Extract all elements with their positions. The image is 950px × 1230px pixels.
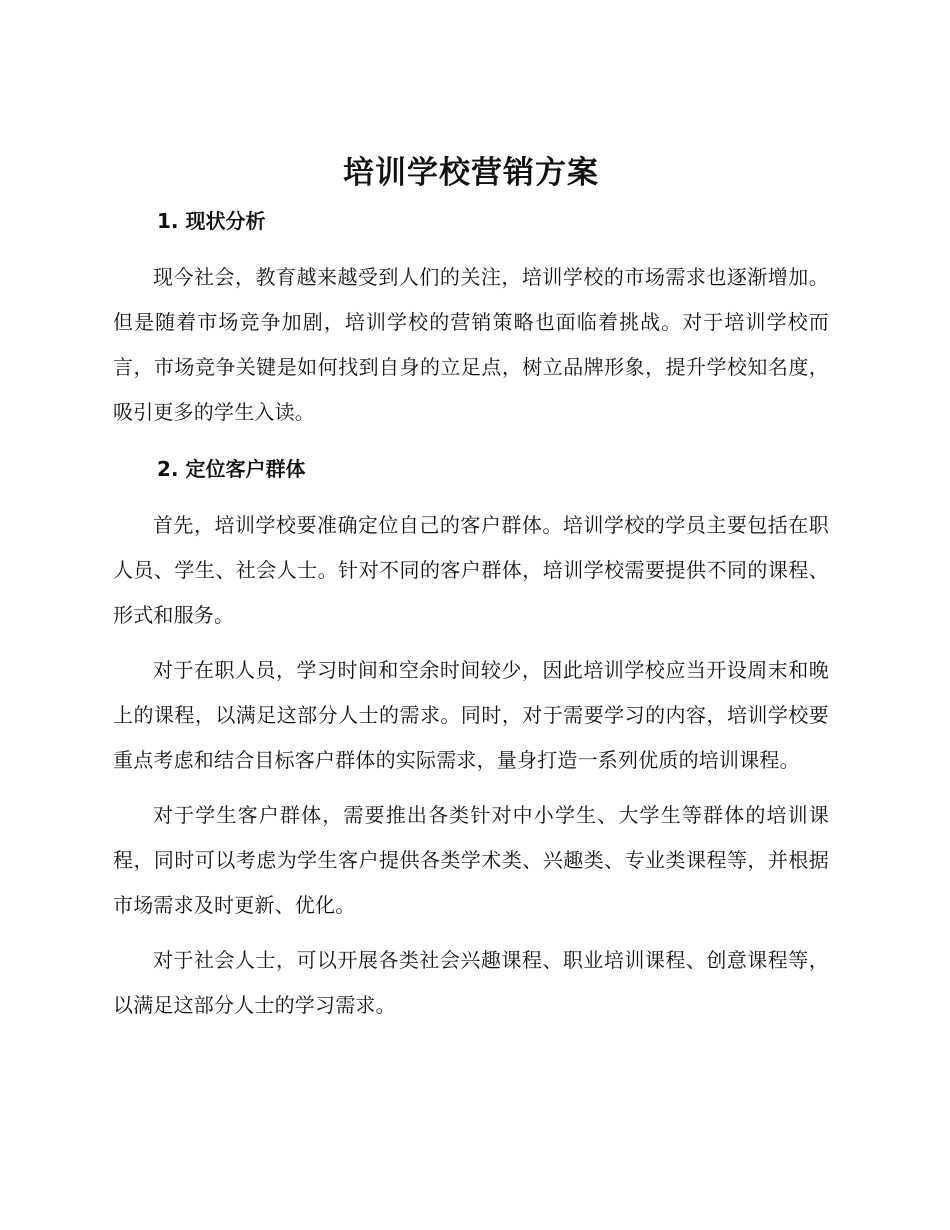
document-title: 培训学校营销方案 bbox=[343, 155, 599, 191]
spacer bbox=[113, 783, 829, 793]
paragraph-working-professionals: 对于在职人员，学习时间和空余时间较少，因此培训学校应当开设周末和晚上的课程，以满足这部分人士的需求。同时，对于需要学习的内容，培训学校要重点考虑和结合目标客户群体的实际需求，量身打造一系列优质的培训课程。 bbox=[113, 658, 829, 772]
section-heading-status: 1. 现状分析 bbox=[157, 209, 266, 233]
paragraph-students: 对于学生客户群体，需要推出各类针对中小学生、大学生等群体的培训课程，同时可以考虑为学生客户提供各类学术类、兴趣类、专业类课程等，并根据市场需求及时更新、优化。 bbox=[113, 803, 829, 917]
spacer bbox=[113, 484, 829, 503]
section-heading-customer-groups: 2. 定位客户群体 bbox=[157, 457, 306, 481]
document-page bbox=[113, 150, 829, 1028]
paragraph-customer-positioning: 首先，培训学校要准确定位自己的客户群体。培训学校的学员主要包括在职人员、学生、社会人士。针对不同的客户群体，培训学校需要提供不同的课程、形式和服务。 bbox=[113, 513, 829, 627]
spacer bbox=[113, 928, 829, 938]
paragraph-status-analysis: 现今社会，教育越来越受到人们的关注，培训学校的市场需求也逐渐增加。但是随着市场竞争加剧，培训学校的营销策略也面临着挑战。对于培训学校而言，市场竞争关键是如何找到自身的立足点，树立品牌形象，提升学校知名度，吸引更多的学生入读。 bbox=[113, 265, 829, 424]
spacer bbox=[113, 435, 829, 454]
paragraph-general-public: 对于社会人士，可以开展各类社会兴趣课程、职业培训课程、创意课程等，以满足这部分人士的学习需求。 bbox=[113, 948, 829, 1017]
spacer bbox=[113, 196, 829, 206]
spacer bbox=[113, 236, 829, 255]
spacer bbox=[113, 638, 829, 648]
